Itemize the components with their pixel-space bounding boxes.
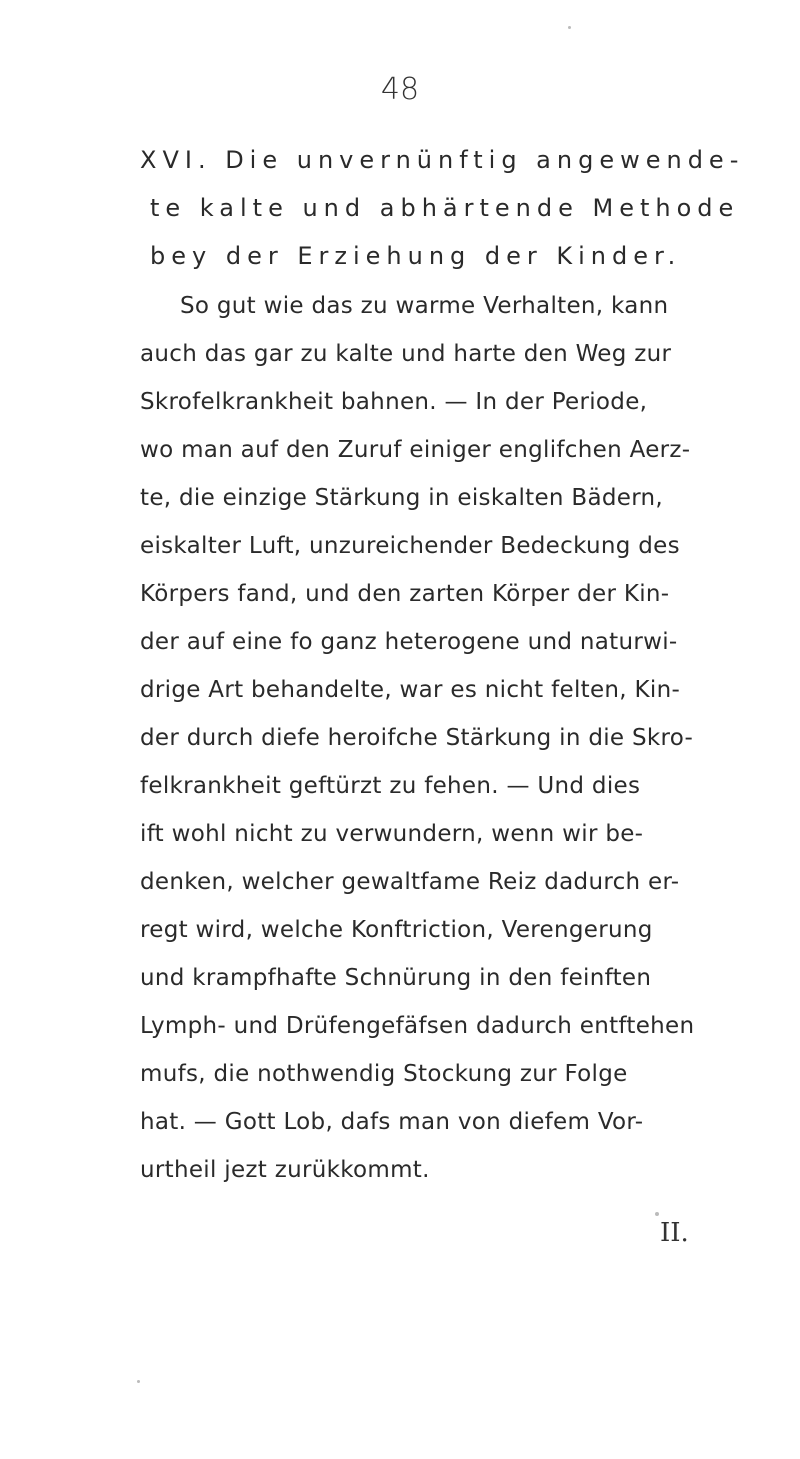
body-line: wo man auf den Zuruf einiger englifchen Aerz- [140,437,691,463]
paper-speck [137,1380,140,1383]
section-heading-line-3: bey der Erziehung der Kinder. [150,242,682,270]
body-line: regt wird, welche Konftriction, Verengerung [140,917,653,943]
body-line: mufs, die nothwendig Stockung zur Folge [140,1061,628,1087]
paper-speck [655,1212,659,1216]
body-line: der auf eine fo ganz heterogene und naturwi- [140,629,678,655]
body-line: te, die einzige Stärkung in eiskalten Bädern, [140,485,664,511]
section-heading-line-1: XVI. Die unvernünftig angewende- [140,146,745,174]
body-line: ift wohl nicht zu verwundern, wenn wir be- [140,821,644,847]
body-line: und krampfhafte Schnürung in den feinften [140,965,652,991]
page-number: 48 [380,72,420,107]
body-line: hat. — Gott Lob, dafs man von diefem Vor- [140,1109,644,1135]
body-line: drige Art behandelte, war es nicht felten, Kin- [140,677,681,703]
body-line: eiskalter Luft, unzureichender Bedeckung des [140,533,680,559]
body-line: denken, welcher gewaltfame Reiz dadurch er- [140,869,680,895]
body-line: felkrankheit geftürzt zu fehen. — Und dies [140,773,641,799]
paper-speck [568,26,571,29]
body-line: Körpers fand, und den zarten Körper der Kin- [140,581,670,607]
section-heading-line-2: te kalte und abhärtende Methode [150,194,740,222]
body-line: So gut wie das zu warme Verhalten, kann [180,293,669,319]
body-line: Lymph- und Drüfengefäfsen dadurch entftehen [140,1013,695,1039]
body-line: der durch diefe heroifche Stärkung in die Skro- [140,725,694,751]
body-line: auch das gar zu kalte und harte den Weg zur [140,341,672,367]
catchword: II. [660,1218,689,1248]
body-line: Skrofelkrankheit bahnen. — In der Periode, [140,389,648,415]
body-line: urtheil jezt zurükkommt. [140,1157,430,1183]
